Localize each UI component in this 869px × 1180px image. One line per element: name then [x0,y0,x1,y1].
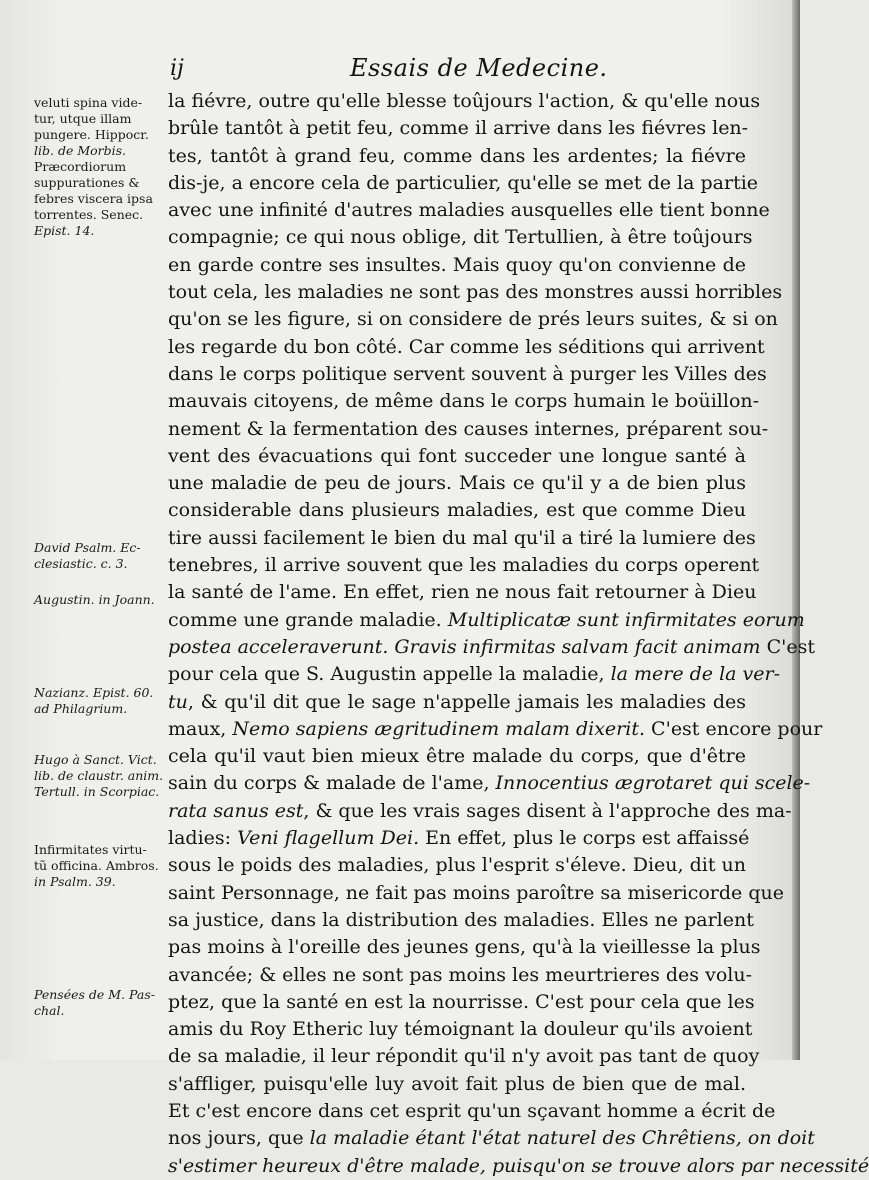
italic-text-run: Innocentius ægrotaret qui scele- [495,772,811,795]
text-line [168,798,792,825]
marginal-note [34,842,164,890]
text-line [168,170,759,197]
text-run: comme une grande maladie. [168,608,448,631]
text-run: En effet, plus le corps est affaissé [419,827,750,850]
text-run: tout cela, les maladies ne sont pas des monstres aussi horribles [168,281,783,304]
text-line [168,252,746,279]
text-run: ptez, que la santé en est la nourrisse. C'est pour cela que les [168,990,755,1013]
marginal-note-line: tur, utque illam [34,111,132,126]
text-run: la santé de l'ame. En effet, rien ne nous fait retourner à Dieu [168,581,757,604]
text-line [168,743,746,770]
body-text [168,88,869,1180]
marginal-note-line: Nazianz. Epist. 60. [34,685,154,700]
text-run: la fiévre, outre qu'elle blesse toûjours l'action, & qu'elle nous [168,90,761,112]
marginal-note-line: Augustin. in Joann. [34,592,155,607]
text-run: s'affliger, puisqu'elle luy avoit fait plus de bien que de mal. [168,1072,746,1095]
text-run: cela qu'il vaut bien mieux être malade du corps, que d'être [168,745,746,768]
marginal-note-line: Hugo à Sanct. Vict. [34,752,157,767]
italic-text-run: la maladie étant l'état naturel des Chrêtiens, on doit [309,1127,815,1150]
text-run: pas moins à l'oreille des jeunes gens, qu'à la vieillesse la plus [168,936,761,959]
marginal-note [34,752,164,800]
text-run: vent des évacuations qui font succeder une longue santé à [168,444,746,467]
text-run: , & que les vrais sages disent à l'approche des ma- [303,799,792,822]
marginal-note-line: lib. de claustr. anim. [34,768,164,783]
marginal-note [34,95,164,239]
marginal-note-line: Infirmitates virtu- [34,842,147,857]
text-line [168,416,769,443]
text-line [168,497,746,524]
marginal-note-line: pungere. Hippocr. [34,127,149,142]
marginal-note-line: suppurationes & [34,175,140,190]
text-line [168,525,756,552]
text-line [168,579,757,606]
text-line [168,279,783,306]
text-line [168,934,761,961]
italic-text-run: rata sanus est [168,799,304,822]
text-line [168,825,750,852]
text-line [168,634,815,661]
running-title: Essais de Medecine. [350,54,608,82]
text-run: dis-je, a encore cela de particulier, qu'elle se met de la partie [168,171,759,194]
text-line [168,1016,753,1043]
marginal-note-line: Tertull. in Scorpiac. [34,784,160,799]
text-line [168,607,805,634]
marginal-note [34,592,164,608]
text-run: avancée; & elles ne sont pas moins les meurtrieres des volu- [168,963,752,986]
text-run: en garde contre ses insultes. Mais quoy qu'on convienne de [168,253,746,276]
text-run: tenebres, il arrive souvent que les maladies du corps operent [168,554,760,577]
text-run: C'est [760,635,815,658]
text-run: les regarde du bon côté. Car comme les séditions qui arrivent [168,335,765,358]
text-run: qu'on se les figure, si on considere de prés leurs suites, & si on [168,308,778,331]
text-line [168,361,767,388]
italic-text-run: Multiplicatæ sunt infirmitates eorum [447,608,805,631]
text-run: de sa maladie, il leur répondit qu'il n'y avoit pas tant de quoy [168,1045,760,1068]
text-line [168,1125,815,1152]
marginal-note-line: Pensées de M. Pas- [34,987,155,1002]
text-line [168,334,765,361]
text-run: , & qu'il dit que le sage n'appelle jamais les maladies des [187,690,746,713]
text-line [168,661,781,688]
marginal-note [34,685,164,717]
text-line [168,907,754,934]
text-run: compagnie; ce qui nous oblige, dit Tertullien, à être toûjours [168,226,753,249]
text-run: saint Personnage, ne fait pas moins paroître sa misericorde que [168,881,784,904]
italic-text-run: postea acceleraverunt. Gravis infirmitas salvam facit animam [168,635,761,658]
text-run: avec une infinité d'autres maladies ausquelles elle tient bonne [168,199,770,222]
marginal-note [34,987,164,1019]
text-line [168,88,761,115]
italic-text-run: s'estimer heureux d'être malade, puisqu'on se trouve alors par necessité [168,1154,869,1177]
marginal-note-line: lib. de Morbis. [34,143,127,158]
text-run: mauvais citoyens, de même dans le corps humain le boüillon- [168,390,760,413]
marginal-note-line: Præcordiorum [34,159,127,174]
text-run: tire aussi facilement le bien du mal qu'il a tiré la lumiere des [168,526,756,549]
text-line [168,1071,746,1098]
text-line [168,1098,776,1125]
text-run: dans le corps politique servent souvent à purger les Villes des [168,362,767,385]
text-run: nos jours, que [168,1127,310,1150]
text-run: sain du corps & malade de l'ame, [168,772,496,795]
text-run: tes, tantôt à grand feu, comme dans les ardentes; la fiévre [168,144,746,167]
text-line [168,716,823,743]
text-line [168,388,760,415]
text-run: sous le poids des maladies, plus l'esprit s'éleve. Dieu, dit un [168,854,746,877]
text-line [168,1043,760,1070]
text-run: nement & la fermentation des causes internes, préparent sou- [168,417,769,440]
text-line [168,852,746,879]
text-run: brûle tantôt à petit feu, comme il arrive dans les fiévres len- [168,117,749,140]
text-line [168,689,746,716]
marginal-note-line: Epist. 14. [34,223,95,238]
text-line [168,1153,869,1180]
italic-text-run: Nemo sapiens ægritudinem malam dixerit. [232,717,646,740]
text-line [168,115,749,142]
text-line [168,962,752,989]
marginal-note-line: febres viscera ipsa [34,191,153,206]
text-line [168,552,760,579]
marginal-note-line: David Psalm. Ec- [34,540,141,555]
text-line [168,470,746,497]
text-run: sa justice, dans la distribution des maladies. Elles ne parlent [168,908,754,931]
page-number: ij [170,56,184,81]
marginal-note [34,540,164,572]
text-run: considerable dans plusieurs maladies, est que comme Dieu [168,499,746,522]
text-run: maux, [168,717,233,740]
text-line [168,197,770,224]
page-header [0,50,800,86]
italic-text-run: Veni flagellum Dei. [237,827,420,850]
page-edge-shadow [792,0,800,1060]
marginal-note-line: in Psalm. 39. [34,874,116,889]
text-line [168,306,778,333]
text-line [168,989,755,1016]
text-run: C'est encore pour [645,717,823,740]
text-run: une maladie de peu de jours. Mais ce qu'il y a de bien plus [168,472,746,495]
text-run: Et c'est encore dans cet esprit qu'un sçavant homme a écrit de [168,1099,776,1122]
text-run: pour cela que S. Augustin appelle la maladie, [168,663,611,686]
text-line [168,224,753,251]
text-line [168,770,811,797]
marginal-note-line: clesiastic. c. 3. [34,556,128,571]
marginal-note-line: veluti spina vide- [34,95,143,110]
text-line [168,880,784,907]
marginal-note-line: chal. [34,1003,65,1018]
italic-text-run: tu [168,690,188,713]
text-line [168,443,746,470]
marginal-note-line: torrentes. Senec. [34,207,144,222]
text-run: ladies: [168,827,238,850]
marginal-note-line: tũ officina. Ambros. [34,858,159,873]
marginal-note-line: ad Philagrium. [34,701,128,716]
text-line [168,143,746,170]
text-run: amis du Roy Etheric luy témoignant la douleur qu'ils avoient [168,1018,753,1041]
italic-text-run: la mere de la ver- [610,663,781,686]
